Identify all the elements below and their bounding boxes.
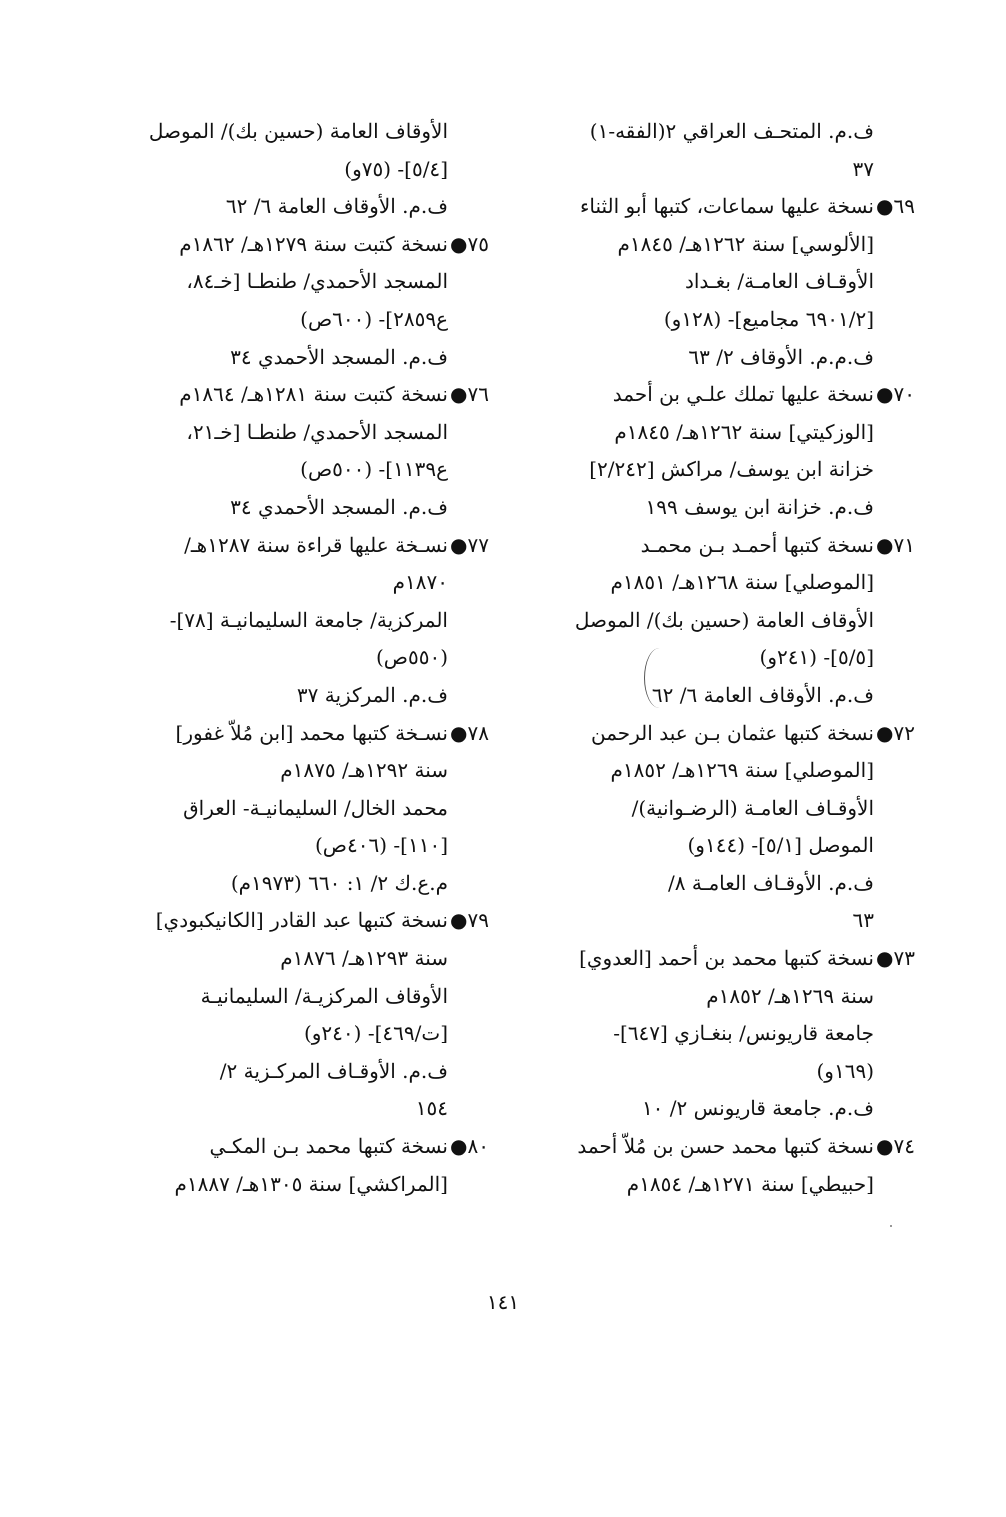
entry-line [88,489,448,527]
entry-line-text: ف.م. المتحـف العراقي ٢(الفقه-١) [589,119,874,143]
entry-line [88,677,448,715]
entry-line-text: ف.م. خزانة ابن يوسف ١٩٩ [645,494,874,519]
entry-line-text: ف.م. المركزية ٣٧ [296,682,448,707]
entry-line [514,339,874,377]
entry-line [88,263,448,301]
entry-line [514,1166,874,1204]
entry-line [88,414,448,452]
catalog-entry [514,188,915,376]
entry-line [514,677,874,715]
entry-line-text: [ت/٤٦٩]- (٢٤٠و) [303,1021,448,1046]
entry-line [88,715,489,753]
entry-line-text: ف.م. الأوقـاف المركـزية ٢/ [219,1058,448,1083]
entry-line [514,978,874,1016]
catalog-entry [514,940,915,1128]
entry-line [88,1015,448,1053]
entry-line-text: محمد الخال/ السليمانيـة- العراق [183,795,448,820]
entry-line [88,301,448,339]
entry-line-text: نسخة كتبها عبد القادر [الكانيكبودي] [155,908,448,933]
entry-number-marker: ٧٣● [876,946,915,971]
entry-line-text: [الموصلي] سنة ١٢٦٩هـ/ ١٨٥٢م [610,758,874,783]
entry-line-text: [الألوسي] سنة ١٢٦٢هـ/ ١٨٤٥م [617,231,874,256]
entry-line [514,414,874,452]
entry-line [88,564,448,602]
entry-line-text: ف.م. المسجد الأحمدي ٣٤ [230,344,448,369]
entry-line-text: نسـخة عليها قراءة سنة ١٢٨٧هـ/ [184,532,448,557]
entry-line-text: ٣٧ [852,156,874,181]
entry-line-text: [الوزكيتي] سنة ١٢٦٢هـ/ ١٨٤٥م [614,419,874,444]
entry-line [88,902,489,940]
entry-line-text: ف.م. الأوقاف العامة ٦/ ٦٢ [651,682,874,707]
entry-line [514,451,874,489]
entry-line [514,263,874,301]
entry-line [88,151,448,189]
entry-line-text: المركزية/ جامعة السليمانيـة [٧٨]- [169,607,448,632]
entry-line-text: ١٥٤ [415,1096,448,1121]
entry-line-text: م.ع.ك ٢/ ١: ٦٦٠ (١٩٧٣م) [230,870,448,895]
entry-line [514,1090,874,1128]
entry-line [514,1015,874,1053]
entry-line-text: الأوقـاف العامـة (الرضـوانية)/ [631,795,874,820]
entry-number-marker: ٧٦● [450,382,489,407]
entry-line-text: [المراكشي] سنة ١٣٠٥هـ/ ١٨٨٧م [174,1171,448,1196]
entry-continuation [88,113,448,226]
entry-number-marker: ٨٠● [450,1134,489,1159]
catalog-entry [88,715,489,903]
catalog-entry [514,527,915,715]
entry-line-text: الأوقاف المركزيـة/ السليمانيـة [200,983,448,1008]
entry-line [88,639,448,677]
entry-line [514,376,915,414]
entry-line-text: سنة ١٢٦٩هـ/ ١٨٥٢م [706,983,874,1008]
entry-line-text: المسجد الأحمدي/ طنطـا [خـ٢١، [186,419,448,444]
entry-line [88,602,448,640]
entry-line [88,113,448,151]
entry-line-text: ف.م. الأوقاف العامة ٦/ ٦٢ [225,194,448,219]
catalog-entry [88,1128,489,1203]
entry-number-marker: ٧٩● [450,908,489,933]
entry-line [88,226,489,264]
entry-line-text: نسخة كتبها محمد بن أحمد [العدوي] [579,946,874,971]
entry-line [514,902,874,940]
entry-line-text: جامعة قاريونس/ بنغـازي [٦٤٧]- [613,1021,874,1046]
entry-line [88,940,448,978]
entry-line-text: ف.م.م. الأوقاف ٢/ ٦٣ [688,344,874,369]
entry-line [514,790,874,828]
entry-line [514,715,915,753]
entry-line [88,1166,448,1204]
entry-line [88,1128,489,1166]
entry-line [88,1090,448,1128]
entry-line [88,188,448,226]
entry-line-text: الأوقاف العامة (حسين بك)/ الموصل [148,119,448,143]
entry-line-text: [حبيطي] سنة ١٢٧١هـ/ ١٨٥٤م [626,1171,874,1196]
left-column [88,113,489,1203]
entry-line-text: نسخة عليها سماعات، كتبها أبو الثناء [579,194,874,219]
entry-line [88,527,489,565]
entry-line [514,489,874,527]
catalog-entry [88,902,489,1128]
catalog-entry [514,376,915,526]
entry-line [514,301,874,339]
entry-line [514,151,874,189]
catalog-entry [88,527,489,715]
entry-line-text: ع١١٣٩]- (٥٠٠ص) [300,457,448,482]
entry-line-text: سنة ١٢٩٢هـ/ ١٨٧٥م [280,758,448,783]
entry-line [514,752,874,790]
entry-line-text: (٥٥٠ص) [375,645,448,670]
entry-line-text: ف.م. جامعة قاريونس ٢/ ١٠ [641,1096,874,1121]
entry-number-marker: ٧٠● [876,382,915,407]
entry-number-marker: ٧٥● [450,231,489,256]
entry-line-text: نسخة كتبت سنة ١٢٧٩هـ/ ١٨٦٢م [179,231,448,256]
entry-line-text: سنة ١٢٩٣هـ/ ١٨٧٦م [280,946,448,971]
entry-line [514,602,874,640]
entry-line [514,639,874,677]
entry-line-text: ف.م. الأوقـاف العامـة ٨/ [668,870,874,895]
entry-line-text: ف.م. المسجد الأحمدي ٣٤ [230,494,448,519]
entry-line [514,527,915,565]
entry-number-marker: ٧١● [876,532,915,557]
entry-line-text: المسجد الأحمدي/ طنطـا [خـ٨٤، [186,269,448,294]
entry-line-text: [٥/٤]- (٧٥و) [344,156,448,181]
entry-line [88,752,448,790]
entry-line-text: (١٦٩و) [816,1058,874,1083]
catalog-entry [514,715,915,941]
entry-line-text: الأوقـاف العامـة/ بغـداد [684,269,874,294]
entry-number-marker: ٦٩● [876,194,915,219]
entry-line [88,865,448,903]
page-number: ١٤١ [486,1290,520,1314]
entry-line-text: [٥/٥]- (٢٤١و) [759,645,874,670]
entry-continuation [514,113,874,188]
entry-line [514,226,874,264]
entry-number-marker: ٧٤● [876,1134,915,1159]
entry-line [88,339,448,377]
entry-line [88,1053,448,1091]
entry-line-text: [٦٩٠١/٢ مجاميع]- (١٢٨و) [663,306,874,331]
catalog-entry [88,376,489,526]
entry-line-text: [الموصلي] سنة ١٢٦٨هـ/ ١٨٥١م [610,570,874,595]
entry-line-text: ٦٣ [852,908,874,933]
entry-line-text: خزانة ابن يوسف/ مراكش [٢/٢٤٢] [589,457,874,482]
entry-line-text: الموصل [٥/١]- (١٤٤و) [687,833,874,858]
entry-line [514,113,874,151]
entry-line-text: نسخة كتبت سنة ١٢٨١هـ/ ١٨٦٤م [179,382,448,407]
entry-line [514,1053,874,1091]
scan-dot-mark [890,1225,892,1227]
scan-bracket-mark [644,648,675,708]
entry-line [88,978,448,1016]
entry-line-text: نسخة كتبها محمد حسن بن مُلاّ أحمد [577,1134,874,1159]
entry-line [514,564,874,602]
entry-line [514,1128,915,1166]
entry-line-text: نسخة كتبها أحمـد بـن محمـد [640,532,874,557]
entry-number-marker: ٧٨● [450,720,489,745]
entry-line-text: نسـخة كتبها محمد [ابن مُلاّ غفور] [175,720,448,745]
entry-line [514,827,874,865]
entry-line [514,940,915,978]
entry-number-marker: ٧٢● [876,720,915,745]
entry-line [88,790,448,828]
entry-line-text: ١٨٧٠م [392,570,448,595]
entry-line [88,451,448,489]
entry-line [88,376,489,414]
entry-line-text: الأوقاف العامة (حسين بك)/ الموصل [574,607,874,632]
catalog-entry [514,1128,915,1203]
entry-line [88,827,448,865]
catalog-entry [88,226,489,376]
right-column [514,113,915,1203]
entry-number-marker: ٧٧● [450,532,489,557]
entry-line-text: ع٢٨٥٩]- (٦٠٠ص) [300,306,448,331]
entry-line-text: نسخة كتبها عثمان بـن عبد الرحمن [591,720,874,745]
entry-line [514,188,915,226]
entry-line-text: نسخة كتبها محمد بـن المكـي [209,1134,448,1159]
entry-line-text: نسخة عليها تملك علـي بن أحمد [612,382,874,407]
entry-line-text: [١١٠]- (٤٠٦ص) [315,833,448,858]
entry-line [514,865,874,903]
